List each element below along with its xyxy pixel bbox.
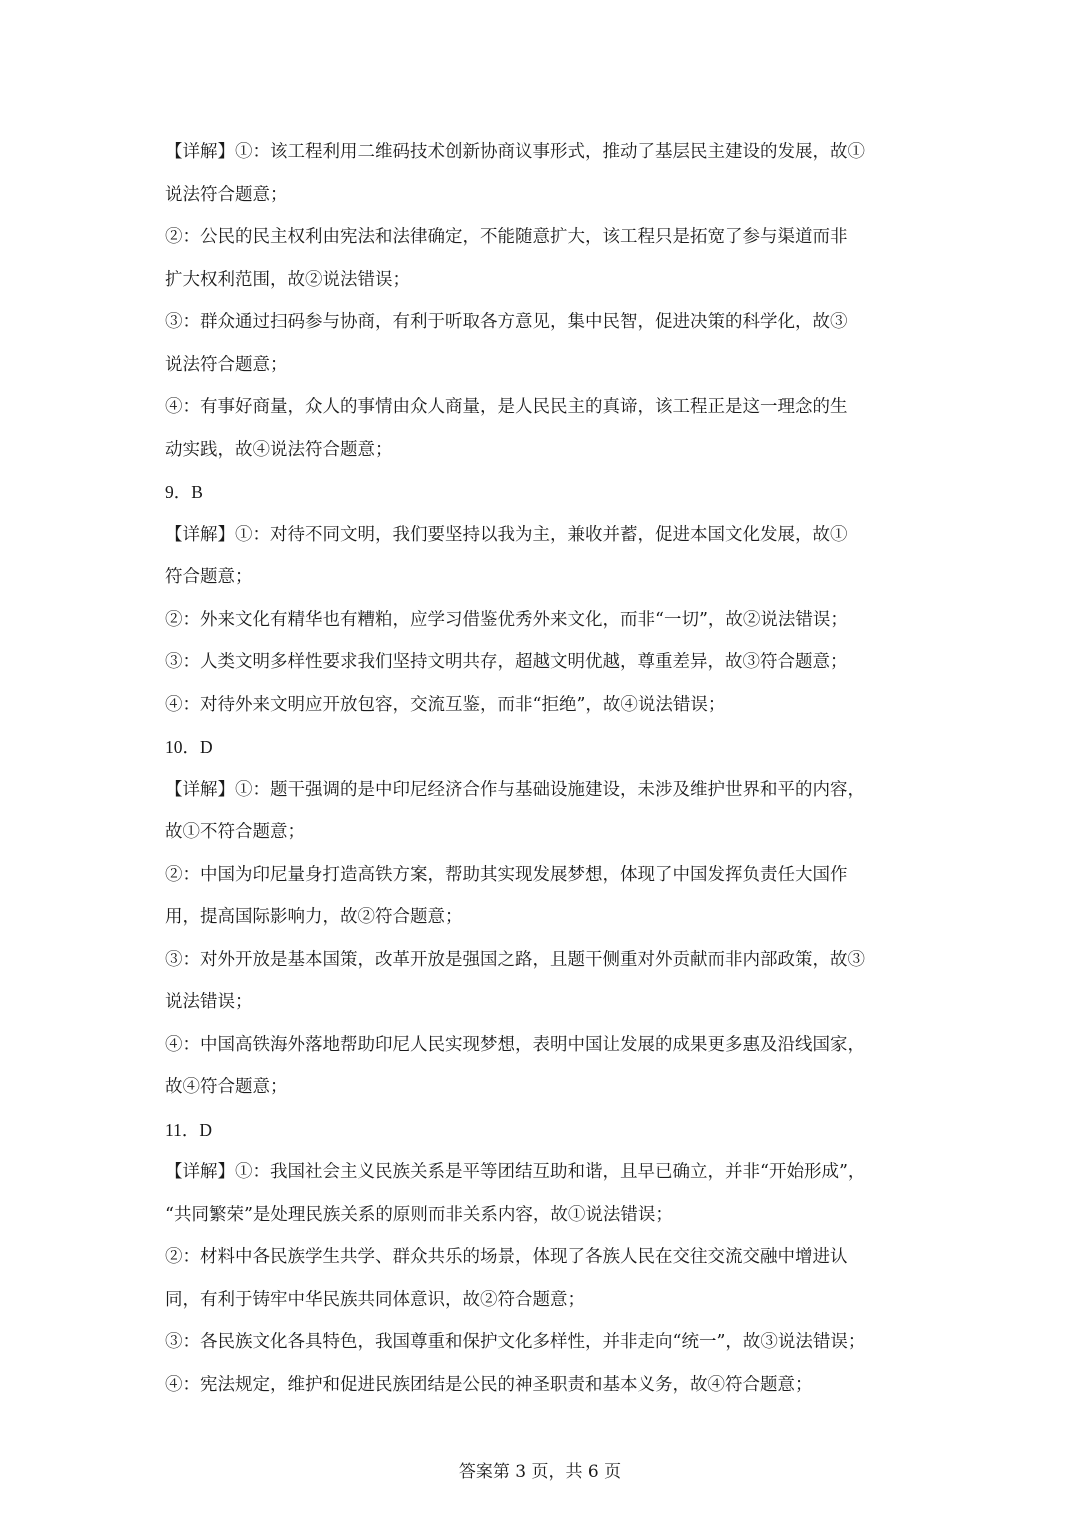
text-line: 故①不符合题意； <box>165 822 305 842</box>
text-line: 扩大权利范围，故②说法错误； <box>165 269 410 290</box>
text-line: 【详解】①：对待不同文明，我们要坚持以我为主，兼收并蓄，促进本国文化发展，故① <box>165 524 848 545</box>
question-number: 9．B <box>165 482 203 502</box>
text-line: ②：外来文化有精华也有糟粕，应学习借鉴优秀外来文化，而非“一切”，故②说法错误； <box>165 609 848 630</box>
question-number: 10．D <box>165 737 213 757</box>
text-line: ④：有事好商量，众人的事情由众人商量，是人民民主的真谛，该工程正是这一理念的生 <box>165 397 848 417</box>
text-line: 说法符合题意； <box>165 354 288 375</box>
text-line: “共同繁荣”是处理民族关系的原则而非关系内容，故①说法错误； <box>165 1204 673 1225</box>
text-line: ②：公民的民主权利由宪法和法律确定，不能随意扩大，该工程只是拓宽了参与渠道而非 <box>165 227 848 247</box>
answer-content <box>165 131 925 1406</box>
text-line: 【详解】①：该工程利用二维码技术创新协商议事形式，推动了基层民主建设的发展，故① <box>165 142 865 162</box>
text-line: ②：材料中各民族学生共学、群众共乐的场景，体现了各族人民在交往交流交融中增进认 <box>165 1247 848 1267</box>
text-line: 符合题意； <box>165 567 253 587</box>
page-footer: 答案第 3 页，共 6 页 <box>458 1462 622 1482</box>
text-line: 动实践，故④说法符合题意； <box>165 439 393 460</box>
text-line: 说法错误； <box>165 992 253 1012</box>
text-line: ④：宪法规定，维护和促进民族团结是公民的神圣职责和基本义务，故④符合题意； <box>165 1374 813 1395</box>
text-line: 同，有利于铸牢中华民族共同体意识，故②符合题意； <box>165 1289 585 1310</box>
text-line: 故④符合题意； <box>165 1077 288 1097</box>
text-line: ③：各民族文化各具特色，我国尊重和保护文化多样性，并非走向“统一”，故③说法错误； <box>165 1332 866 1352</box>
text-line: ③：人类文明多样性要求我们坚持文明共存，超越文明优越，尊重差异，故③符合题意； <box>165 652 848 672</box>
text-line: 【详解】①：我国社会主义民族关系是平等团结互助和谐，且早已确立，并非“开始形成”， <box>165 1162 866 1182</box>
text-line: ③：对外开放是基本国策，改革开放是强国之路，且题干侧重对外贡献而非内部政策，故③ <box>165 949 865 970</box>
text-line: 用，提高国际影响力，故②符合题意； <box>165 907 463 927</box>
text-line: 【详解】①：题干强调的是中印尼经济合作与基础设施建设，未涉及维护世界和平的内容， <box>165 779 865 800</box>
text-line: ④：中国高铁海外落地帮助印尼人民实现梦想，表明中国让发展的成果更多惠及沿线国家， <box>165 1034 865 1055</box>
text-line: ④：对待外来文明应开放包容，交流互鉴，而非“拒绝”，故④说法错误； <box>165 694 726 715</box>
text-line: ③：群众通过扫码参与协商，有利于听取各方意见，集中民智，促进决策的科学化，故③ <box>165 312 848 332</box>
text-line: ②：中国为印尼量身打造高铁方案，帮助其实现发展梦想，体现了中国发挥负责任大国作 <box>165 864 848 885</box>
question-number: 11．D <box>165 1119 212 1140</box>
text-line: 说法符合题意； <box>165 184 288 205</box>
